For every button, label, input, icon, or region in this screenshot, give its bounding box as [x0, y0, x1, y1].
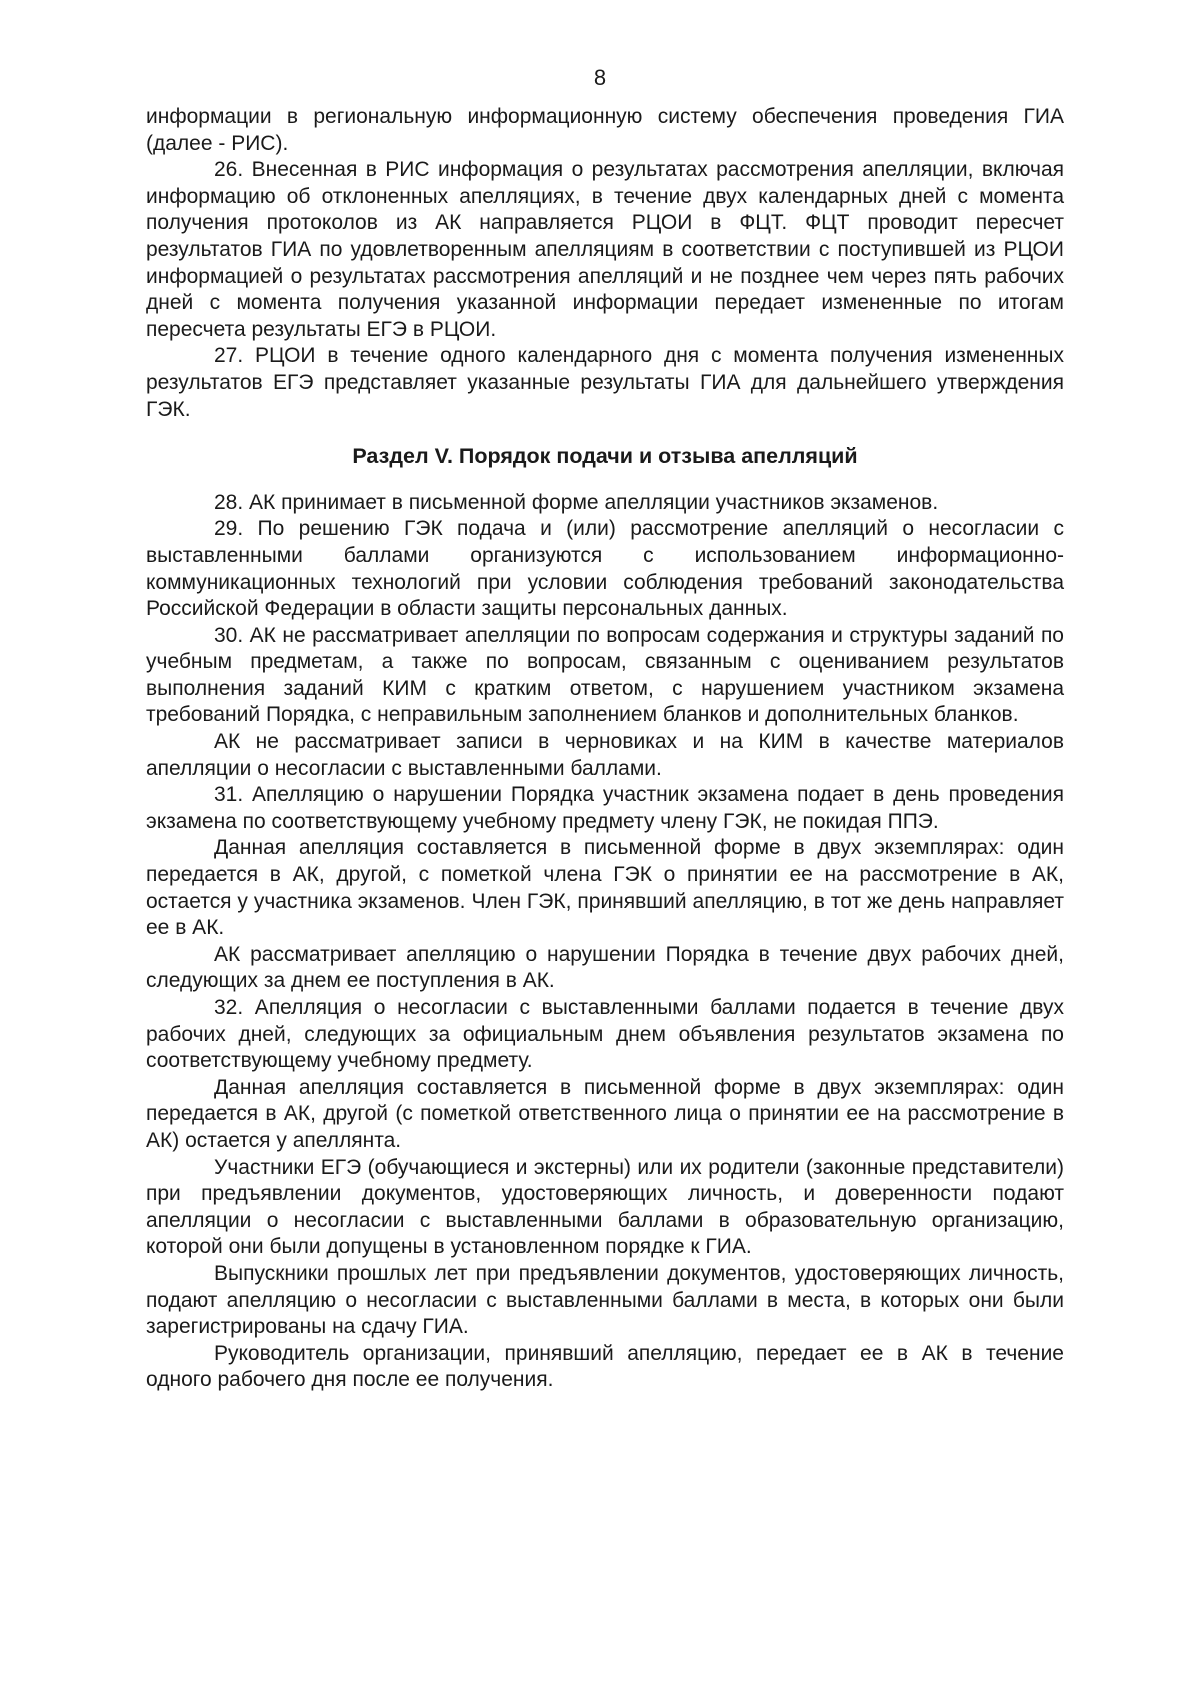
section-v-body	[146, 490, 1064, 1394]
paragraph-29: 29. По решению ГЭК подача и (или) рассмотрение апелляций о несогласии с выставленными баллами организуются с использованием информационно-коммуникационных технологий при условии соблюдения требований законодательства Российской Федерации в области защиты персональных данных.	[146, 517, 1064, 621]
document-body	[146, 104, 1064, 1394]
paragraph-31-copies: Данная апелляция составляется в письменной форме в двух экземплярах: один передается в АК, другой, с пометкой члена ГЭК о принятии ее на рассмотрение в АК, остается у участника экзаменов. Член ГЭК, принявший апелляцию, в тот же день направляет ее в АК.	[146, 836, 1064, 940]
paragraph-30: 30. АК не рассматривает апелляции по вопросам содержания и структуры заданий по учебным предметам, а также по вопросам, связанным с оцениванием результатов выполнения заданий КИМ с кратким ответом, с нарушением участником экзамена требований Порядка, с неправильным заполнением бланков и дополнительных бланков.	[146, 623, 1064, 727]
paragraph-28: 28. АК принимает в письменной форме апелляции участников экзаменов.	[214, 490, 939, 514]
section-heading: Раздел V. Порядок подачи и отзыва апелляций	[352, 444, 858, 469]
paragraph-32-graduates: Выпускники прошлых лет при предъявлении документов, удостоверяющих личность, подают апелляцию о несогласии с выставленными баллами в места, в которых они были зарегистрированы на сдачу ГИА.	[146, 1261, 1064, 1339]
paragraph-26: 26. Внесенная в РИС информация о результатах рассмотрения апелляции, включая информацию об отклоненных апелляциях, в течение двух календарных дней с момента получения протоколов из АК направляется РЦОИ в ФЦТ. ФЦТ проводит пересчет результатов ГИА по удовлетворенным апелляциям в соответствии с поступившей из РЦОИ информацией о результатах рассмотрения апелляций и не позднее чем через пять рабочих дней с момента получения указанной информации передает измененные по итогам пересчета результаты ЕГЭ в РЦОИ.	[146, 158, 1064, 341]
top-section	[146, 104, 1064, 423]
paragraph-32-participants: Участники ЕГЭ (обучающиеся и экстерны) или их родители (законные представители) при предъявлении документов, удостоверяющих личность, и доверенности подают апелляции о несогласии с выставленными баллами в образовательную организацию, которой они были допущены в установленном порядке к ГИА.	[146, 1155, 1064, 1259]
page-number: 8	[593, 65, 607, 90]
paragraph-27: 27. РЦОИ в течение одного календарного дня с момента получения измененных результатов ЕГЭ представляет указанные результаты ГИА для дальнейшего утверждения ГЭК.	[146, 344, 1064, 421]
paragraph-32-copies: Данная апелляция составляется в письменной форме в двух экземплярах: один передается в АК, другой (с пометкой ответственного лица о принятии ее на рассмотрение в АК) остается у апеллянта.	[146, 1075, 1064, 1152]
paragraph-32-head: Руководитель организации, принявший апелляцию, передает ее в АК в течение одного рабочего дня после ее получения.	[146, 1341, 1064, 1392]
paragraph-31-review: АК рассматривает апелляцию о нарушении Порядка в течение двух рабочих дней, следующих за днем ее поступления в АК.	[146, 942, 1064, 993]
paragraph-31: 31. Апелляцию о нарушении Порядка участник экзамена подает в день проведения экзамена по соответствующему учебному предмету члену ГЭК, не покидая ППЭ.	[146, 783, 1064, 833]
paragraph: информации в региональную информационную систему обеспечения проведения ГИА (далее - РИС).	[146, 105, 1064, 155]
paragraph-30-note: АК не рассматривает записи в черновиках и на КИМ в качестве материалов апелляции о несогласии с выставленными баллами.	[146, 730, 1064, 780]
paragraph-32: 32. Апелляция о несогласии с выставленными баллами подается в течение двух рабочих дней, следующих за официальным днем объявления результатов экзамена по соответствующему учебному предмету.	[146, 996, 1064, 1073]
